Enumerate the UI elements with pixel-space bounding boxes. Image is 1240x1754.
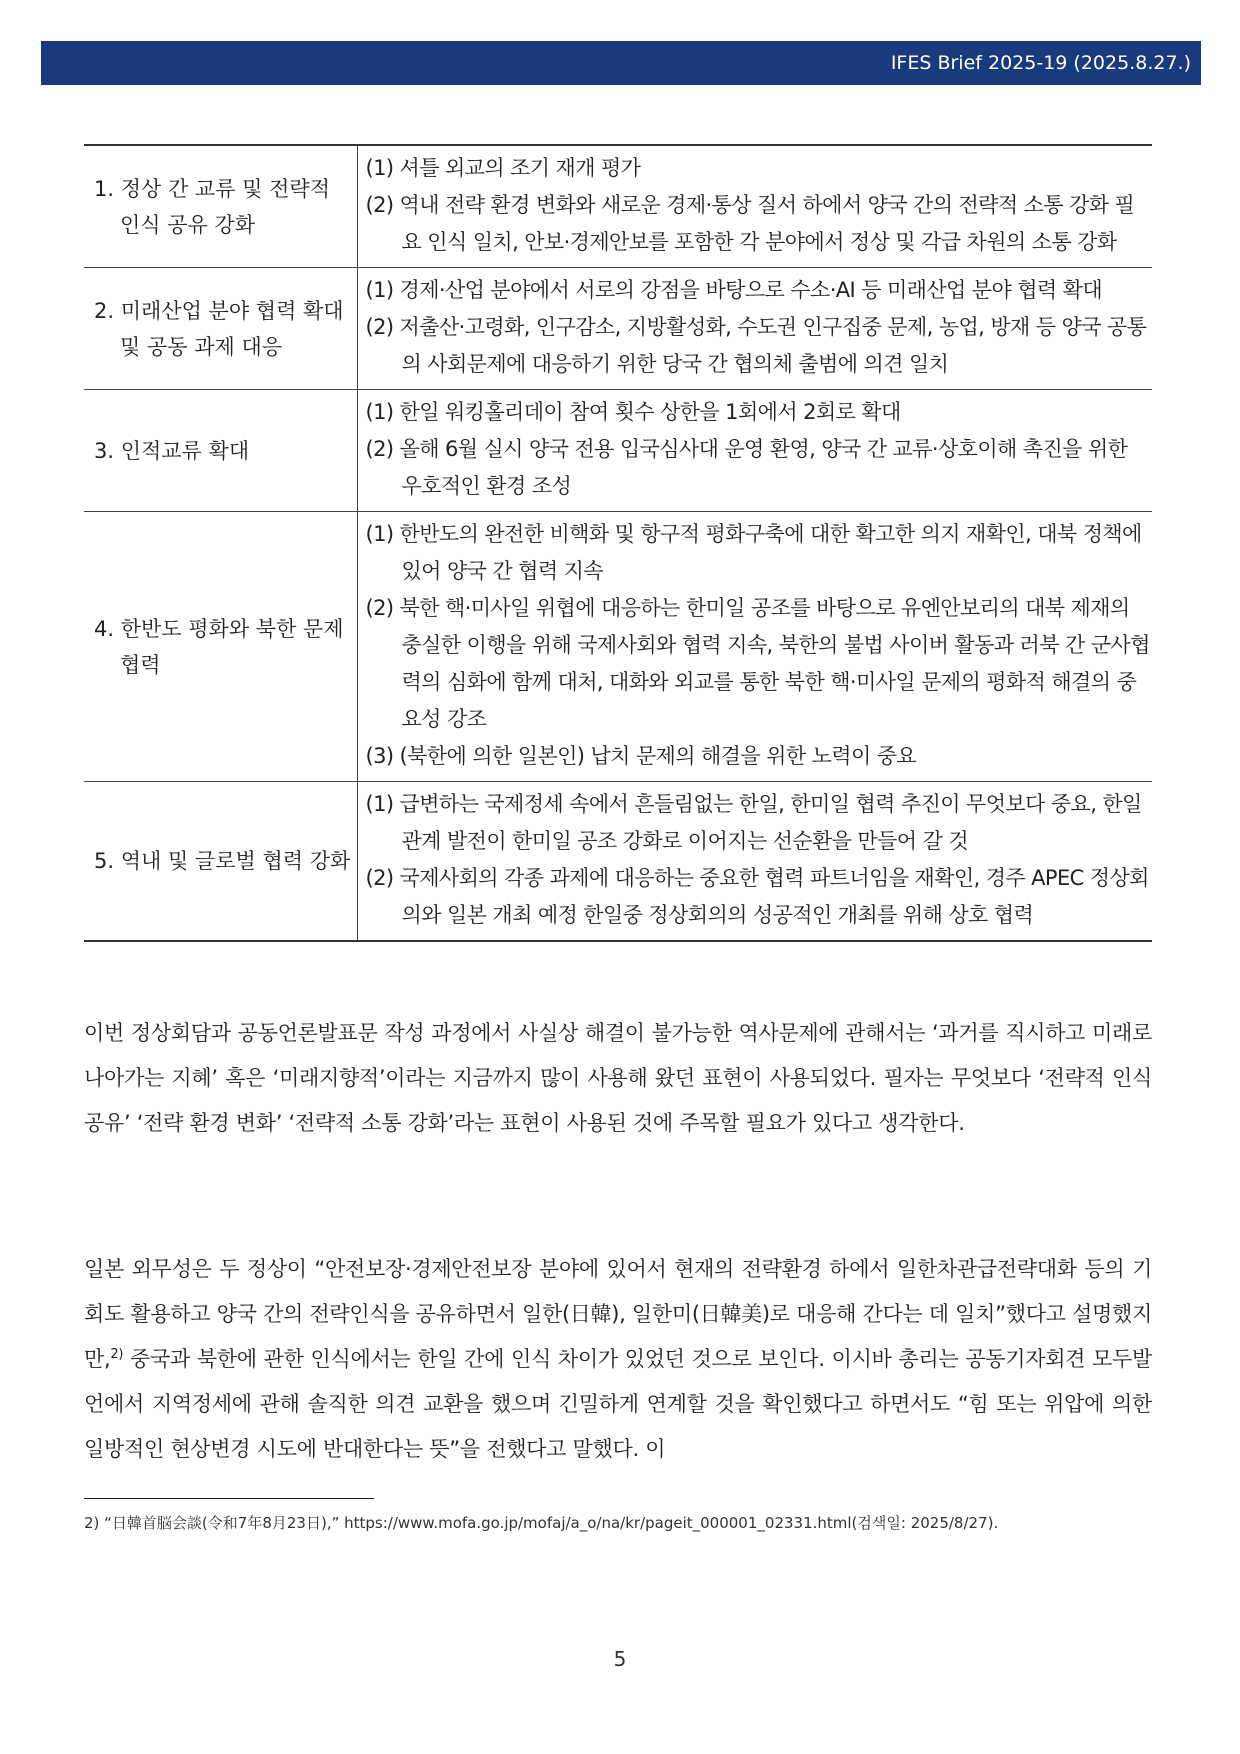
footnote [84, 1511, 1152, 1535]
list-item: (1) 경제·산업 분야에서 서로의 강점을 바탕으로 수소·AI 등 미래산업 분야 협력 확대 [365, 278, 1103, 302]
topic-label: 4. 한반도 평화와 북한 문제 협력 [94, 616, 344, 677]
items-cell [357, 390, 1152, 512]
table-row [84, 268, 1152, 390]
table-row [84, 390, 1152, 512]
paragraph-text: 중국과 북한에 관한 인식에서는 한일 간에 인식 차이가 있었던 것으로 보인다. 이시바 총리는 공동기자회견 모두발언에서 지역정세에 관해 솔직한 의견 교환을 했으며 긴밀하게 연계할 것을 확인했다고 하면서도 “힘 또는 위압에 의한 일방적인 현상변경 시도에 반대한다는 뜻”을 전했다고 말했다. 이 [84, 1347, 1152, 1461]
topic-label: 1. 정상 간 교류 및 전략적 인식 공유 강화 [94, 176, 330, 237]
topic-label: 3. 인적교류 확대 [94, 438, 250, 463]
items-cell [357, 145, 1152, 268]
list-item: (2) 올해 6월 실시 양국 전용 입국심사대 운영 환영, 양국 간 교류·상호이해 촉진을 위한 우호적인 환경 조성 [365, 437, 1128, 498]
items-cell [357, 512, 1152, 782]
topic-cell [84, 782, 357, 942]
body-paragraph [84, 1247, 1152, 1472]
list-item: (1) 한반도의 완전한 비핵화 및 항구적 평화구축에 대한 확고한 의지 재확인, 대북 정책에 있어 양국 간 협력 지속 [365, 522, 1142, 583]
page-number: 5 [613, 1647, 627, 1671]
topic-label: 5. 역내 및 글로벌 협력 강화 [94, 849, 351, 873]
header-bar [41, 41, 1201, 85]
paragraph-text: 일본 외무성은 두 정상이 “안전보장·경제안전보장 분야에 있어서 현재의 전략환경 하에서 일한차관급전략대화 등의 기회도 활용하고 양국 간의 전략인식을 공유하면서 일한(日韓), 일한미(日韓美)로 대응해 간다는 데 일치”했다고 설명했지만, [84, 1257, 1152, 1371]
list-item: (3) (북한에 의한 일본인) 납치 문제의 해결을 위한 노력이 중요 [365, 744, 917, 768]
list-item: (1) 한일 워킹홀리데이 참여 횟수 상한을 1회에서 2회로 확대 [365, 400, 901, 424]
topic-label: 2. 미래산업 분야 협력 확대 및 공동 과제 대응 [94, 298, 344, 359]
table-row [84, 145, 1152, 268]
footnote-divider [84, 1498, 374, 1499]
table-row [84, 782, 1152, 942]
list-item: (2) 국제사회의 각종 과제에 대응하는 중요한 협력 파트너임을 재확인, 경주 APEC 정상회의와 일본 개최 예정 한일중 정상회의의 성공적인 개최를 위해 상호 협력 [365, 866, 1149, 927]
brief-label: IFES Brief 2025-19 (2025.8.27.) [890, 52, 1191, 74]
topic-cell [84, 390, 357, 512]
list-item: (1) 셔틀 외교의 조기 재개 평가 [365, 156, 641, 180]
footnote-text: 2) “日韓首脳会談(令和7年8月23日),” https://www.mofa.go.jp/mofaj/a_o/na/kr/pageit_000001_02331.html(검색일: 2025/8/27). [84, 1514, 999, 1532]
table-row [84, 512, 1152, 782]
topic-cell [84, 145, 357, 268]
agreement-summary-table [84, 144, 1152, 942]
items-cell [357, 782, 1152, 942]
body-paragraph: 이번 정상회담과 공동언론발표문 작성 과정에서 사실상 해결이 불가능한 역사문제에 관해서는 ‘과거를 직시하고 미래로 나아가는 지혜’ 혹은 ‘미래지향적’이라는 지금까지 많이 사용해 왔던 표현이 사용되었다. 필자는 무엇보다 ‘전략적 인식 공유’ ‘전략 환경 변화’ ‘전략적 소통 강화’라는 표현이 사용된 것에 주목할 필요가 있다고 생각한다. [84, 1021, 1152, 1135]
items-cell [357, 268, 1152, 390]
topic-cell [84, 512, 357, 782]
list-item: (2) 역내 전략 환경 변화와 새로운 경제·통상 질서 하에서 양국 간의 전략적 소통 강화 필요 인식 일치, 안보·경제안보를 포함한 각 분야에서 정상 및 각급 차원의 소통 강화 [365, 193, 1135, 254]
topic-cell [84, 268, 357, 390]
list-item: (1) 급변하는 국제정세 속에서 흔들림없는 한일, 한미일 협력 추진이 무엇보다 중요, 한일관계 발전이 한미일 공조 강화로 이어지는 선순환을 만들어 갈 것 [365, 792, 1142, 853]
list-item: (2) 저출산·고령화, 인구감소, 지방활성화, 수도권 인구집중 문제, 농업, 방재 등 양국 공통의 사회문제에 대응하기 위한 당국 간 협의체 출범에 의견 일치 [365, 315, 1147, 376]
footnote-reference: 2) [110, 1347, 124, 1362]
list-item: (2) 북한 핵·미사일 위협에 대응하는 한미일 공조를 바탕으로 유엔안보리의 대북 제재의 충실한 이행을 위해 국제사회와 협력 지속, 북한의 불법 사이버 활동과 러북 간 군사협력의 심화에 함께 대처, 대화와 외교를 통한 북한 핵·미사일 문제의 평화적 해결의 중요성 강조 [365, 596, 1150, 731]
